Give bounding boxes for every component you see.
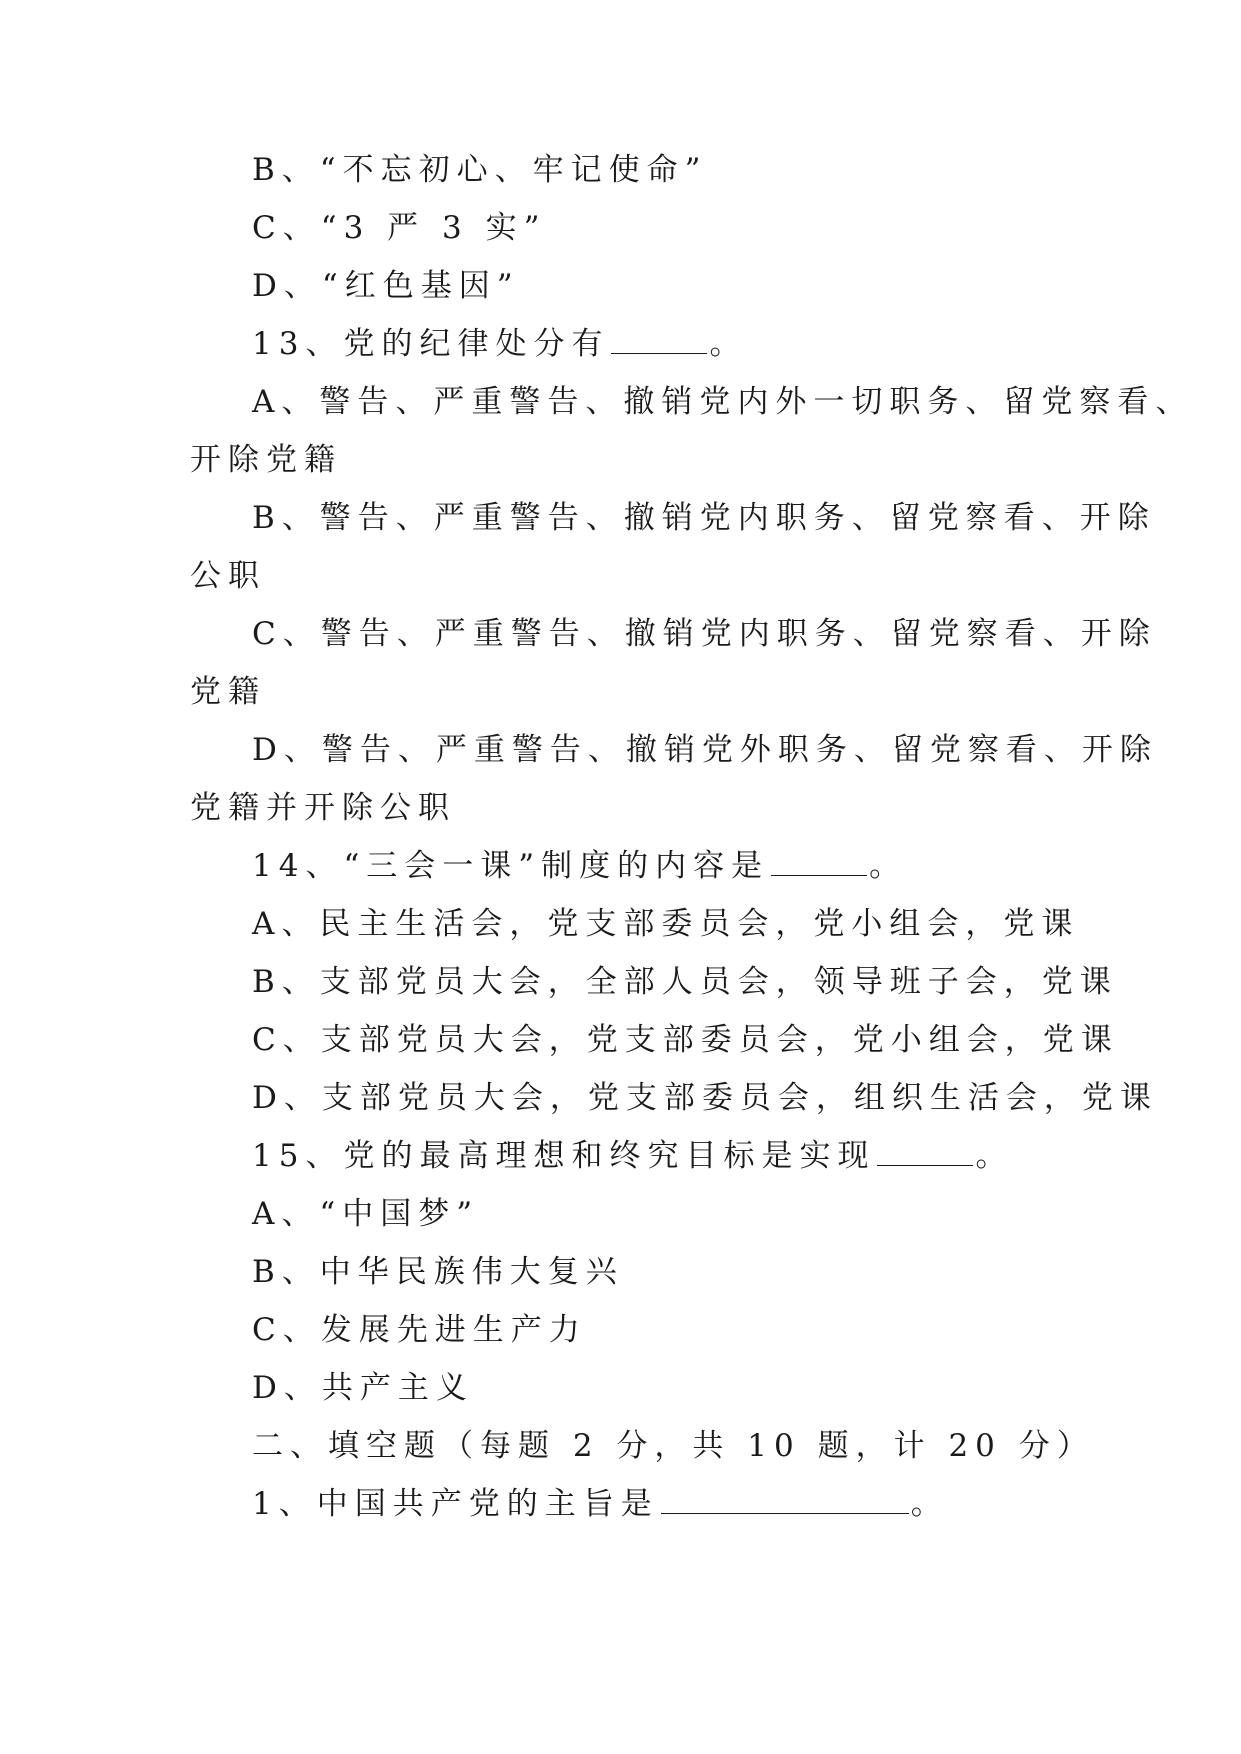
q13-option-c-line2: 党籍: [190, 674, 266, 710]
answer-blank: [771, 851, 867, 876]
q13-option-d-line1: D、警告、严重警告、撤销党外职务、留党察看、开除: [252, 732, 1158, 768]
q12-option-c: C、“3 严 3 实”: [252, 210, 547, 246]
q14-option-b: B、支部党员大会，全部人员会，领导班子会，党课: [252, 964, 1118, 1000]
q14-option-c: C、支部党员大会，党支部委员会，党小组会，党课: [252, 1022, 1119, 1058]
q14-question: [252, 846, 907, 886]
q15-option-b: B、中华民族伟大复兴: [252, 1254, 624, 1290]
q15-stem: 15、党的最高理想和终究目标是实现: [252, 1138, 876, 1174]
q13-stem: 13、党的纪律处分有: [252, 326, 610, 362]
q14-stem-end: 。: [869, 848, 908, 884]
q12-option-d: D、“红色基因”: [252, 268, 520, 304]
q13-stem-end: 。: [709, 326, 748, 362]
q15-option-d: D、共产主义: [252, 1370, 474, 1406]
answer-blank: [611, 329, 707, 354]
q13-option-b-line2: 公职: [190, 558, 266, 594]
q12-option-b: B、“不忘初心、牢记使命”: [252, 152, 708, 188]
q15-stem-end: 。: [975, 1138, 1014, 1174]
answer-blank: [661, 1489, 909, 1514]
q14-option-d: D、支部党员大会，党支部委员会，组织生活会，党课: [252, 1080, 1158, 1116]
q13-question: [252, 324, 747, 364]
q13-option-c-line1: C、警告、严重警告、撤销党内职务、留党察看、开除: [252, 616, 1157, 652]
answer-blank: [877, 1141, 973, 1166]
q15-question: [252, 1136, 1013, 1176]
section-title-fill-in: 二、填空题（每题 2 分，共 10 题，计 20 分）: [252, 1428, 1095, 1464]
q13-option-d-line2: 党籍并开除公职: [190, 790, 456, 826]
q15-option-c: C、发展先进生产力: [252, 1312, 587, 1348]
q13-option-a-line1: A、警告、严重警告、撤销党内外一切职务、留党察看、: [252, 384, 1194, 420]
fill-1-stem: 1、中国共产党的主旨是: [252, 1486, 659, 1522]
q15-option-a: A、“中国梦”: [252, 1196, 480, 1232]
q14-stem: 14、“三会一课”制度的内容是: [252, 848, 770, 884]
q14-option-a: A、民主生活会，党支部委员会，党小组会，党课: [252, 906, 1080, 942]
fill-in-question-1: [252, 1484, 949, 1524]
q13-option-a-line2: 开除党籍: [190, 442, 342, 478]
fill-1-stem-end: 。: [910, 1486, 949, 1522]
q13-option-b-line1: B、警告、严重警告、撤销党内职务、留党察看、开除: [252, 500, 1156, 536]
